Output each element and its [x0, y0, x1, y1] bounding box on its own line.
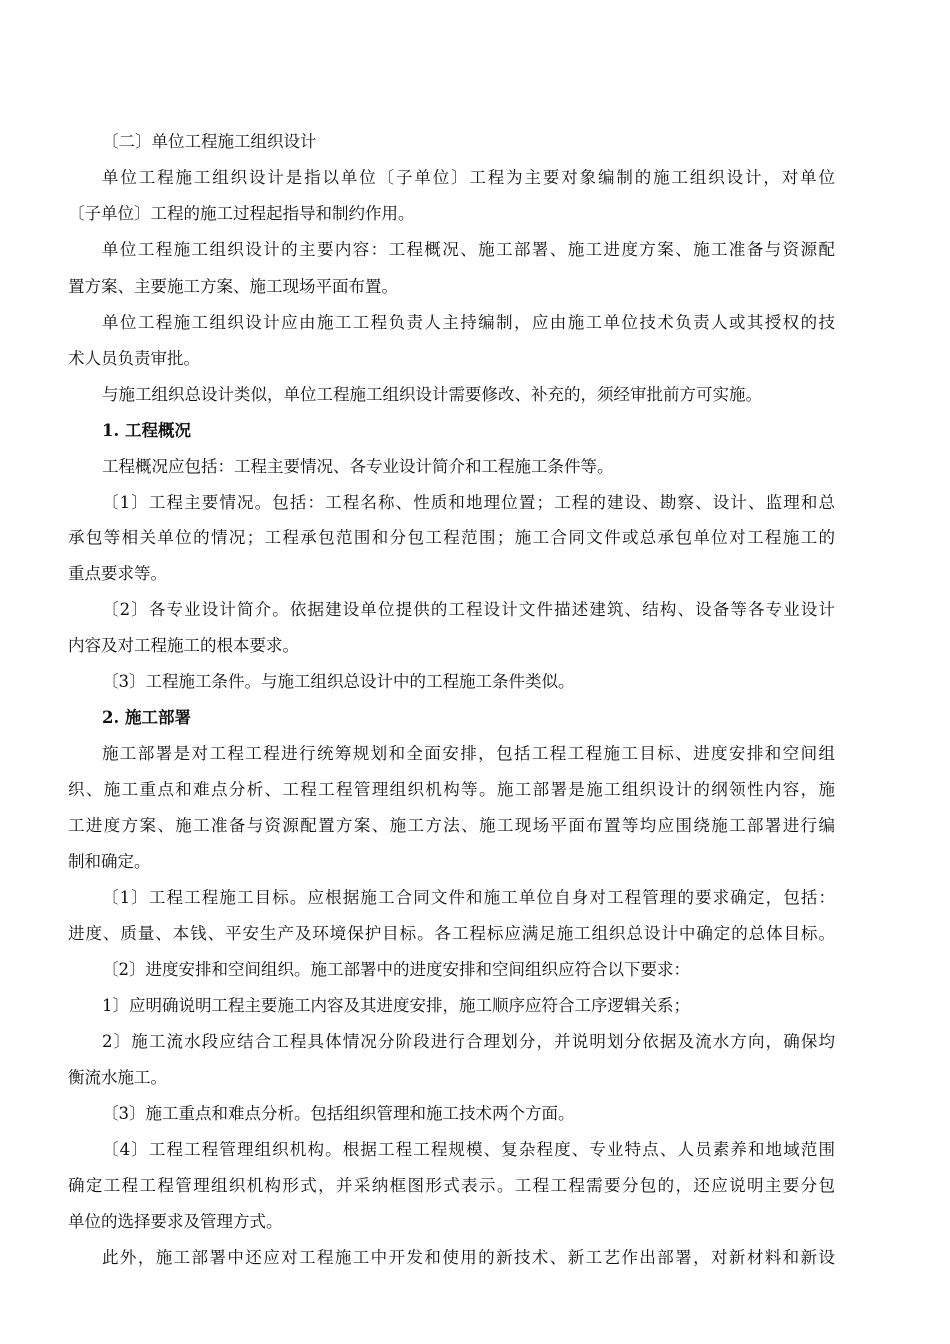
- paragraph-line: 单位工程施工组织设计应由施工工程负责人主持编制，应由施工单位技术负责人或其授权的技: [102, 313, 835, 332]
- paragraph-line: 〔子单位〕工程的施工过程起指导和制约作用。: [68, 204, 415, 223]
- paragraph-line: 〔3〕工程施工条件。与施工组织总设计中的工程施工条件类似。: [102, 672, 575, 691]
- paragraph-line: 〔2〕各专业设计简介。依据建设单位提供的工程设计文件描述建筑、结构、设备等各专业设计: [102, 600, 835, 619]
- paragraph-line: 〔2〕进度安排和空间组织。施工部署中的进度安排和空间组织应符合以下要求：: [102, 960, 690, 979]
- paragraph-line: 〔4〕工程工程管理组织机构。根据工程工程规模、复杂程度、专业特点、人员素养和地域范围: [102, 1140, 835, 1159]
- paragraph-line: 置方案、主要施工方案、施工现场平面布置。: [68, 277, 398, 296]
- paragraph-line: 此外，施工部署中还应对工程施工中开发和使用的新技术、新工艺作出部署，对新材料和新设: [102, 1248, 835, 1267]
- paragraph-line: 工程概况应包括：工程主要情况、各专业设计简介和工程施工条件等。: [102, 457, 614, 476]
- paragraph-line: 2〕施工流水段应结合工程具体情况分阶段进行合理划分，并说明划分依据及流水方向，确保均: [102, 1032, 835, 1051]
- paragraph-line: 进度、质量、本钱、平安生产及环境保护目标。各工程标应满足施工组织总设计中确定的总体目标。: [68, 924, 835, 943]
- paragraph-line: 〔1〕工程工程施工目标。应根据施工合同文件和施工单位自身对工程管理的要求确定，包括：: [102, 888, 835, 907]
- paragraph-line: 施工部署是对工程工程进行统筹规划和全面安排，包括工程工程施工目标、进度安排和空间组: [102, 744, 835, 763]
- heading-overview: 1. 工程概况: [102, 421, 191, 440]
- paragraph-line: 工进度方案、施工准备与资源配置方案、施工方法、施工现场平面布置等均应围绕施工部署进行编: [68, 816, 835, 835]
- paragraph-line: 单位工程施工组织设计的主要内容：工程概况、施工部署、施工进度方案、施工准备与资源配: [102, 240, 835, 259]
- paragraph-line: 1〕应明确说明工程主要施工内容及其进度安排，施工顺序应符合工序逻辑关系；: [102, 996, 690, 1015]
- section-title: 〔二〕单位工程施工组织设计: [102, 132, 317, 151]
- heading-deployment: 2. 施工部署: [102, 708, 191, 727]
- paragraph-line: 〔1〕工程主要情况。包括：工程名称、性质和地理位置；工程的建设、勘察、设计、监理和总: [102, 493, 835, 512]
- paragraph-line: 〔3〕施工重点和难点分析。包括组织管理和施工技术两个方面。: [102, 1104, 575, 1123]
- paragraph-line: 确定工程工程管理组织机构形式，并采纳框图形式表示。工程工程需要分包的，还应说明主要分包: [68, 1176, 835, 1195]
- paragraph-line: 单位的选择要求及管理方式。: [68, 1212, 283, 1231]
- paragraph-line: 衡流水施工。: [68, 1068, 167, 1087]
- paragraph-line: 承包等相关单位的情况；工程承包范围和分包工程范围；施工合同文件或总承包单位对工程施工的: [68, 528, 835, 547]
- paragraph-line: 内容及对工程施工的根本要求。: [68, 636, 299, 655]
- paragraph-line: 重点要求等。: [68, 564, 167, 583]
- paragraph-line: 单位工程施工组织设计是指以单位〔子单位〕工程为主要对象编制的施工组织设计，对单位: [102, 168, 835, 187]
- paragraph-line: 术人员负责审批。: [68, 349, 200, 368]
- paragraph-line: 制和确定。: [68, 852, 151, 871]
- paragraph-line: 与施工组织总设计类似，单位工程施工组织设计需要修改、补充的，须经审批前方可实施。: [102, 385, 762, 404]
- paragraph-line: 织、施工重点和难点分析、工程工程管理组织机构等。施工部署是施工组织设计的纲领性内容，施: [68, 780, 835, 799]
